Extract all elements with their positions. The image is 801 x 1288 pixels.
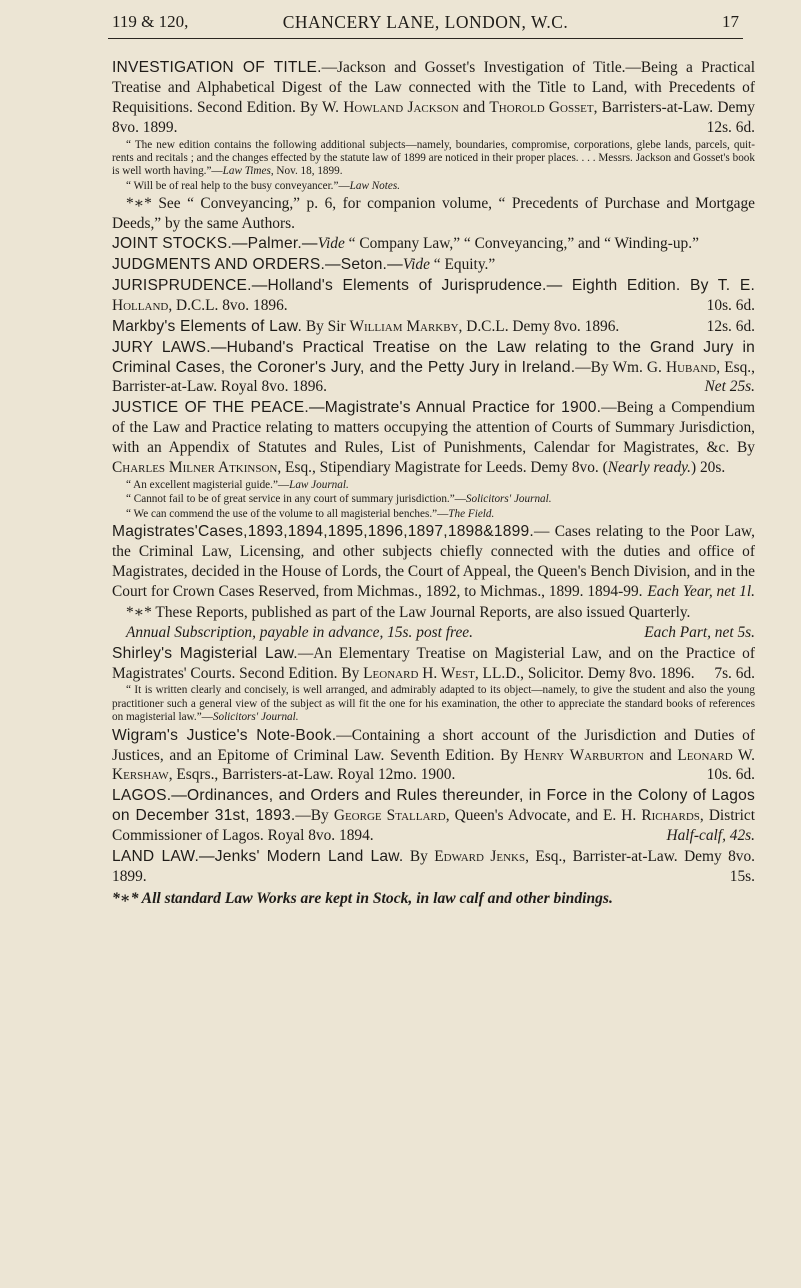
entry-heading: JUSTICE OF THE PEACE. <box>112 399 309 417</box>
entry-heading: Shirley's Magisterial Law. <box>112 644 298 662</box>
review-quote: “ It is written clearly and concisely, is well arranged, and admirably adapted to its object—namely, to give the student and also the young practitioner such a general view of the subject as will fit the one for his examination, the other to appreciate the standard books of references on magisterial law.”—Solicitors' Journal. <box>112 684 755 724</box>
review-quote: “ Cannot fail to be of great service in any court of summary jurisdiction.”—Solicitors' Journal. <box>126 493 552 506</box>
review-quote: “ Will be of real help to the busy conveyancer.”—Law Notes. <box>126 179 400 192</box>
author-name: Huband <box>666 358 717 376</box>
entry-jurisprudence: JURISPRUDENCE.—Holland's Elements of Jurisprudence.— Eighth Edition. By T. E. Holland, D.C.L. 8vo. 1896. 10s. 6d. Markby's Elements of Law. By Sir William Markby, D.C.L. Demy 8vo. 1896. 12s. 6d. <box>112 276 755 335</box>
price: 12s. 6d. <box>706 118 755 136</box>
author-name: William Markby <box>349 317 459 335</box>
entry-heading: INVESTIGATION OF TITLE. <box>112 59 322 76</box>
entry-joint-stocks: JOINT STOCKS.—Palmer.—Vide “ Company Law,” “ Conveyancing,” and “ Winding-up.” <box>112 235 699 253</box>
entry-heading: Wigram's Justice's Note-Book. <box>112 726 337 744</box>
price: 10s. 6d. <box>706 766 755 784</box>
entry-shirleys-magisterial-law: Shirley's Magisterial Law.—An Elementary Treatise on Magisterial Law, and on the Practice of Magistrates' Courts. Second Edition. By Leonard H. West, LL.D., Solicitor. Demy 8vo. 1896. 7s. 6d. “ It is written clearly and concisely, is well arranged, and admirably adapted to its object—namely, to give the student and also the young practitioner such a general view of the subject as will fit the one for his examination, the other to appreciate the standard books of references on magisterial law.”—Solicitors' Journal. <box>112 644 755 724</box>
running-header <box>108 8 743 39</box>
author-name: Henry Warburton <box>523 746 644 764</box>
entry-heading: Magistrates'Cases,1893,1894,1895,1896,1897,1898&1899. <box>112 523 534 541</box>
author-name: Thorold Gosset <box>489 98 594 116</box>
author-name: Charles Milner Atkinson <box>112 459 278 477</box>
header-address-number: 119 & 120, <box>112 12 189 31</box>
entry-heading: JUDGMENTS AND ORDERS. <box>112 255 326 273</box>
author-name: George Stallard <box>333 807 446 825</box>
author-name: Leonard H. West <box>363 664 475 682</box>
entry-judgments-and-orders: JUDGMENTS AND ORDERS.—Seton.—Vide “ Equity.” <box>112 255 496 273</box>
review-quote: “ The new edition contains the following additional subjects—namely, boundaries, compromise, corporations, glebe lands, parcels, quit-rents and recitals ; and the changes effected by the statute law of 1899 are noticed in their proper places. . . . Messrs. Jackson and Gosset's book is well worth having.”—Law Times, Nov. 18, 1899. <box>112 138 755 178</box>
review-quote: “ An excellent magisterial guide.”—Law Journal. <box>126 478 349 491</box>
author-name: Holland <box>112 296 169 314</box>
subscription-note: Annual Subscription, payable in advance, 15s. post free. <box>126 623 473 641</box>
author-name: Edward Jenks <box>434 848 526 866</box>
cross-reference-note: *∗* See “ Conveyancing,” p. 6, for companion volume, “ Precedents of Purchase and Mortgage Deeds,” by the same Authors. <box>112 195 755 233</box>
entry-heading: JURY LAWS. <box>112 338 211 356</box>
entry-justice-of-the-peace: JUSTICE OF THE PEACE.—Magistrate's Annual Practice for 1900.—Being a Compendium of the Law and Practice relating to matters occupying the attention of Courts of Summary Jurisdiction, with an Appendix of Statutes and Rules, List of Punishments, Calendar for Magistrates, &c. By Charles Milner Atkinson, Esq., Stipendiary Magistrate for Leeds. Demy 8vo. (Nearly ready.) 20s. “ An excellent magisterial guide.”—Law Journal. “ Cannot fail to be of great service in any court of summary jurisdiction.”—Solicitors' Journal. “ We can commend the use of the volume to all magisterial benches.”—The Field. <box>112 399 755 520</box>
entry-heading: Markby's Elements of Law. <box>112 317 302 335</box>
page-number: 17 <box>722 12 739 31</box>
price: Half-calf, 42s. <box>666 827 755 845</box>
catalogue-content <box>112 58 755 909</box>
entry-heading: LAND LAW. <box>112 848 199 866</box>
price: 10s. 6d. <box>706 296 755 314</box>
entry-lagos: LAGOS.—Ordinances, and Orders and Rules thereunder, in Force in the Colony of Lagos on December 31st, 1893.—By George Stallard, Queen's Advocate, and E. H. Richards, District Commissioner of Lagos. Royal 8vo. 1894. Half-calf, 42s. <box>112 787 755 845</box>
entry-investigation-of-title: INVESTIGATION OF TITLE.—Jackson and Gosset's Investigation of Title.—Being a Practical Treatise and Alphabetical Digest of the Law connected with the Title to Land, with Precedents of Requisitions. Second Edition. By W. Howland Jackson and Thorold Gosset, Barristers-at-Law. Demy 8vo. 1899. 12s. 6d. “ The new edition contains the following additional subjects—namely, boundaries, compromise, corporations, glebe lands, parcels, quit-rents and recitals ; and the changes effected by the statute law of 1899 are noticed in their proper places. . . . Messrs. Jackson and Gosset's book is well worth having.”—Law Times, Nov. 18, 1899. “ Will be of real help to the busy conveyancer.”—Law Notes. *∗* See “ Conveyancing,” p. 6, for companion volume, “ Precedents of Purchase and Mortgage Deeds,” by the same Authors. <box>112 59 755 233</box>
entry-jury-laws: JURY LAWS.—Huband's Practical Treatise on the Law relating to the Grand Jury in Criminal Cases, the Coroner's Jury, and the Petty Jury in Ireland.—By Wm. G. Huband, Esq., Barrister-at-Law. Royal 8vo. 1896. Net 25s. <box>112 338 755 396</box>
price: 7s. 6d. <box>714 664 755 682</box>
price: 15s. <box>729 867 755 885</box>
price: Each Year, net 1l. <box>647 582 755 600</box>
author-name: Leonard W. Kershaw <box>112 746 755 784</box>
author-name: Richards <box>641 807 700 825</box>
entry-heading: JOINT STOCKS. <box>112 235 232 253</box>
entry-land-law: LAND LAW.—Jenks' Modern Land Law. By Edward Jenks, Esq., Barrister-at-Law. Demy 8vo. 1899. 15s. <box>112 848 756 885</box>
entry-heading: JURISPRUDENCE. <box>112 276 252 294</box>
review-quote: “ We can commend the use of the volume to all magisterial benches.”—The Field. <box>126 507 495 520</box>
price: 12s. 6d. <box>706 317 755 335</box>
entry-magistrates-cases: Magistrates'Cases,1893,1894,1895,1896,1897,1898&1899.— Cases relating to the Poor Law, the Criminal Law, Licensing, and other subjects chiefly connected with the duties and office of Magistrates, decided in the House of Lords, the Court of Appeal, the Queen's Bench Division, and in the Court for Crown Cases Reserved, from Michmas., 1892, to Michmas., 1899. 1894-99. Each Year, net 1l. *∗* These Reports, published as part of the Law Journal Reports, are also issued Quarterly. Each Part, net 5s. Annual Subscription, payable in advance, 15s. post free. <box>112 523 755 641</box>
price: Each Part, net 5s. <box>644 623 755 641</box>
entry-wigrams-note-book: Wigram's Justice's Note-Book.—Containing a short account of the Jurisdiction and Duties of Justices, and an Epitome of Criminal Law. Seventh Edition. By Henry Warburton and Leonard W. Kershaw, Esqrs., Barristers-at-Law. Royal 12mo. 1900. 10s. 6d. <box>112 726 755 784</box>
header-title: CHANCERY LANE, LONDON, W.C. <box>282 12 569 32</box>
author-name: Howland Jackson <box>343 98 459 116</box>
entry-heading: LAGOS. <box>112 787 172 805</box>
price: Net 25s. <box>704 378 755 396</box>
stock-notice: *∗* All standard Law Works are kept in Stock, in law calf and other bindings. <box>112 889 613 907</box>
